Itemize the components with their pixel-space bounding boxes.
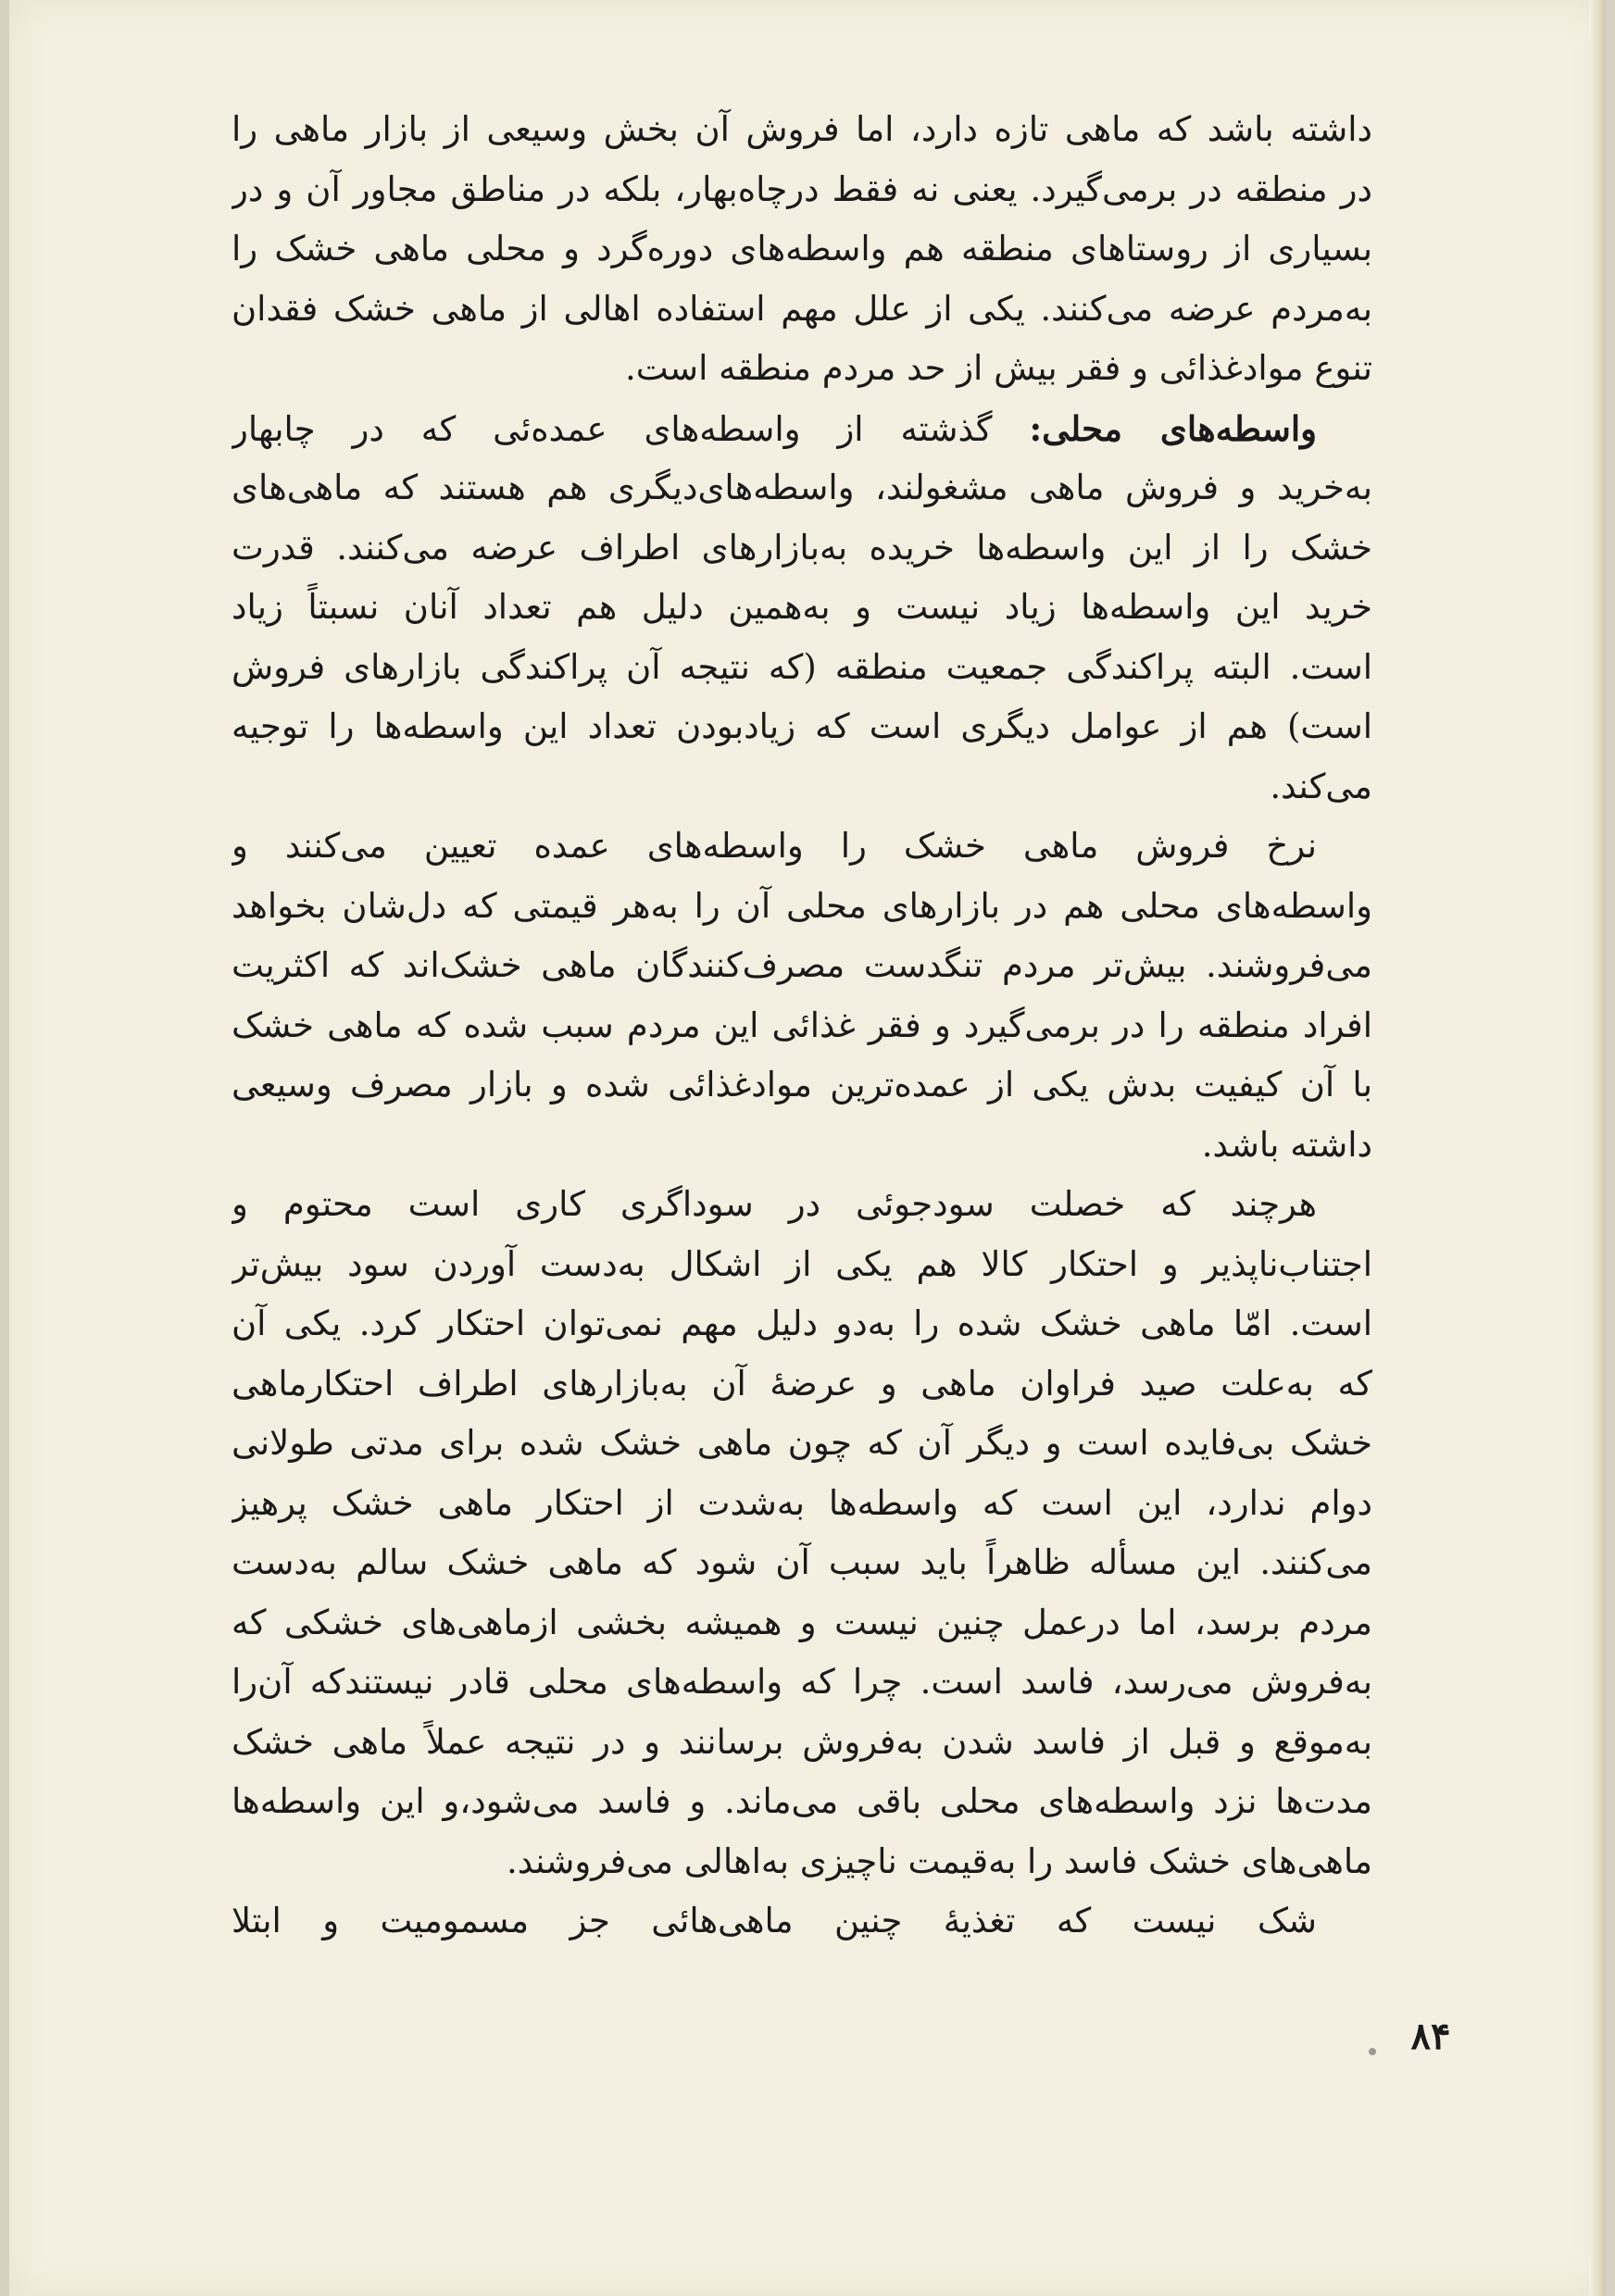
book-page bbox=[9, 0, 1606, 2296]
text-line: داشته باشد. bbox=[1201, 1124, 1372, 1165]
page-number: ۸۴ bbox=[1410, 2015, 1451, 2058]
text-line: در منطقه در برمی‌گیرد. یعنی نه فقط درچاه‌بهار، بلکه در مناطق مجاور آن و در bbox=[232, 168, 1372, 209]
text-line: افراد منطقه را در برمی‌گیرد و فقر غذائی این مردم سبب شده که ماهی خشک bbox=[232, 1004, 1372, 1045]
section-heading: واسطه‌های محلی: bbox=[1029, 407, 1317, 449]
text-line: می‌کنند. این مسأله ظاهراً باید سبب آن شود که ماهی خشک سالم به‌دست bbox=[232, 1542, 1372, 1582]
text-line: است) هم از عوامل دیگری است که زیادبودن تعداد این واسطه‌ها را توجیه bbox=[232, 706, 1372, 746]
text-line: نرخ فروش ماهی خشک را واسطه‌های عمده تعیین می‌کنند و bbox=[232, 826, 1317, 866]
text-line: می‌فروشند. بیش‌تر مردم تنگدست مصرف‌کنندگان ماهی خشک‌اند که اکثریت bbox=[232, 945, 1372, 985]
text-line: با آن کیفیت بدش یکی از عمده‌ترین موادغذائی شده و بازار مصرف وسیعی bbox=[232, 1065, 1372, 1104]
text-line: به‌مردم عرضه می‌کنند. یکی از علل مهم استفاده اهالی از ماهی خشک فقدان bbox=[232, 288, 1372, 329]
text-line: خشک بی‌فایده است و دیگر آن که چون ماهی خشک شده برای مدتی طولانی bbox=[232, 1423, 1372, 1463]
body-text bbox=[232, 100, 1372, 1952]
text-line: که به‌علت صید فراوان ماهی و عرضهٔ آن به‌بازارهای اطراف احتکارماهی bbox=[232, 1363, 1372, 1404]
page-edge bbox=[1589, 0, 1606, 2296]
text-line: خشک را از این واسطه‌ها خریده به‌بازارهای اطراف عرضه می‌کنند. قدرت bbox=[232, 527, 1372, 568]
text-line: به‌خرید و فروش ماهی مشغولند، واسطه‌های‌دیگری هم هستند که ماهی‌های bbox=[232, 468, 1372, 507]
text-line: به‌موقع و قبل از فاسد شدن به‌فروش برسانند و در نتیجه عملاً ماهی خشک bbox=[232, 1721, 1372, 1762]
text-line: است. البته پراکندگی جمعیت منطقه (که نتیجه آن پراکندگی بازارهای فروش bbox=[232, 646, 1372, 687]
text-line: مدت‌ها نزد واسطه‌های محلی باقی می‌ماند. و فاسد می‌شود،و این واسطه‌ها bbox=[232, 1781, 1372, 1821]
text-line: تنوع موادغذائی و فقر بیش از حد مردم منطقه است. bbox=[624, 348, 1372, 388]
ink-speck bbox=[1369, 2048, 1376, 2055]
text-line: به‌فروش می‌رسد، فاسد است. چرا که واسطه‌های محلی قادر نیستندکه آن‌را bbox=[232, 1662, 1372, 1702]
text-line: ماهی‌های خشک فاسد را به‌قیمت ناچیزی به‌اهالی می‌فروشند. bbox=[506, 1841, 1372, 1881]
text-line: بسیاری از روستاهای منطقه هم واسطه‌های دوره‌گرد و محلی ماهی خشک را bbox=[232, 229, 1372, 268]
section-heading-line: واسطه‌های محلی: گذشته از واسطه‌های عمده‌ئی که در چابهار bbox=[232, 407, 1317, 449]
text-line: مردم برسد، اما درعمل چنین نیست و همیشه بخشی ازماهی‌های خشکی که bbox=[232, 1602, 1372, 1642]
text-line: شک نیست که تغذیهٔ چنین ماهی‌هائی جز مسمومیت و ابتلا bbox=[232, 1901, 1317, 1940]
text-line: هرچند که خصلت سودجوئی در سوداگری کاری است محتوم و bbox=[232, 1184, 1317, 1224]
text-line: واسطه‌های محلی هم در بازارهای محلی آن را به‌هر قیمتی که دل‌شان بخواهد bbox=[232, 885, 1372, 926]
text-line: خرید این واسطه‌ها زیاد نیست و به‌همین دلیل هم تعداد آنان نسبتاً زیاد bbox=[232, 587, 1372, 627]
text-line: داشته باشد که ماهی تازه دارد، اما فروش آن بخش وسیعی از بازار ماهی را bbox=[232, 109, 1372, 149]
text-line: اجتناب‌ناپذیر و احتکار کالا هم یکی از اشکال به‌دست آوردن سود بیش‌تر bbox=[232, 1243, 1372, 1284]
text-line: است. امّا ماهی خشک شده را به‌دو دلیل مهم نمی‌توان احتکار کرد. یکی آن bbox=[232, 1304, 1372, 1343]
text-line: دوام ندارد، این است که واسطه‌ها به‌شدت از احتکار ماهی خشک پرهیز bbox=[232, 1482, 1372, 1523]
text-line: می‌کند. bbox=[1270, 766, 1372, 806]
